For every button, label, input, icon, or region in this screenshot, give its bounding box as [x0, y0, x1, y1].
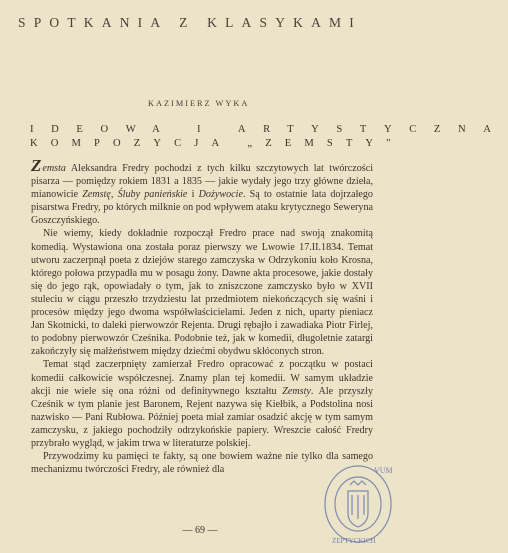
drop-cap: Z: [31, 156, 42, 175]
stamp-text-top: VUM: [374, 466, 393, 475]
paragraph-4: Przywodzimy ku pamięci te fakty, są one bowiem ważne nie tylko dla samego mechanizmu twórczości Fredry, ale również dla: [31, 451, 373, 476]
paragraph-3-text-a: Temat stąd zaczerpnięty zamierzał Fredro opracować z początku w postaci komedii całkowicie współczesnej. Znamy plan tej komedii. W samym układzie akcji nie wiele się ona różni od definitywnego kształtu: [31, 359, 373, 397]
paragraph-1-text-c: . Są to ostatnie lata dojrzałego pisarstwa Fredry, po których milknie on pod wpływem ataku krytycznego Seweryna Goszczyńskiego.: [31, 189, 373, 227]
paragraph-1-text-b: i: [187, 189, 199, 201]
page-number: — 69 —: [182, 525, 218, 536]
paragraph-2: Nie wiemy, kiedy dokładnie rozpoczął Fredro prace nad swoją znakomitą komedią. Wystawiona ona została poraz pierwszy we Lwowie 17.II.1834. Temat utworu zaczerpnął poeta z dziejów starego zamczyska w Odrzykoniu koło Krosna, którego połowa przypadła mu w posagu żony. Dawne akta procesowe, jakie dostały się do jego rąk, opowiadały o tym, jak to zniszczone zamczysko było w XVII stuleciu w ciągu przeszło trzydziestu lat przedmiotem niekończących się waśni i procesów między jego dwoma współwłaścicielami. Jeden z nich, uparty pieniacz Jan Skotnicki, to daleki pierwowzór Rejenta. Drugi rębajło i zawadiaka Piotr Firlej, to podobny pierwowzór Cześnika. Podobnie też, jak w komedii, długoletnie zatargi zakończyły się małżeństwem między dziećmi obydwu skłóconych stron.: [31, 228, 373, 358]
library-stamp-icon: [322, 461, 394, 547]
paragraph-1: [31, 156, 373, 227]
paragraph-1-text-a: Aleksandra Fredry pochodzi z tych kilku szczytowych lat twórczości pisarza — pomiędzy rokiem 1831 a 1835 — jakie wydały jego trzy główne dzieła, mianowicie: [31, 163, 373, 201]
article-title-line-1: IDEOWA I ARTYSTYCZNA: [30, 124, 508, 135]
italic-title-start: emsta: [42, 163, 66, 174]
article-author: KAZIMIERZ WYKA: [148, 99, 250, 108]
article-title-line-2: KOMPOZYCJA „ZEMSTY": [30, 138, 404, 149]
paragraph-3-text-b: . Ale przyszły Cześnik w tym planie jest Baronem, Rejent nazywa się Kiełbik, a Podstolina nosi nazwisko — Pani Rubłowa. Później poeta miał zamiar osadzić akcję w tym samym zamczysku, z jakiego pochodziły odrzykońskie papiery. Wreszcie całość Fredry przybrało wygląd, w jakim trwa w literaturze polskiej.: [31, 385, 373, 449]
italic-zemsty: Zemsty: [282, 385, 311, 397]
running-header: SPOTKANIA Z KLASYKAMI: [18, 15, 362, 30]
paragraph-3: [31, 358, 373, 450]
italic-dozywocie: Dożywocie: [198, 189, 243, 201]
italic-works: Zemstę, Śluby panieńskie: [82, 189, 188, 201]
stamp-text-bottom: ŻEPTYCKICH: [332, 537, 376, 545]
article-body: [31, 156, 373, 476]
